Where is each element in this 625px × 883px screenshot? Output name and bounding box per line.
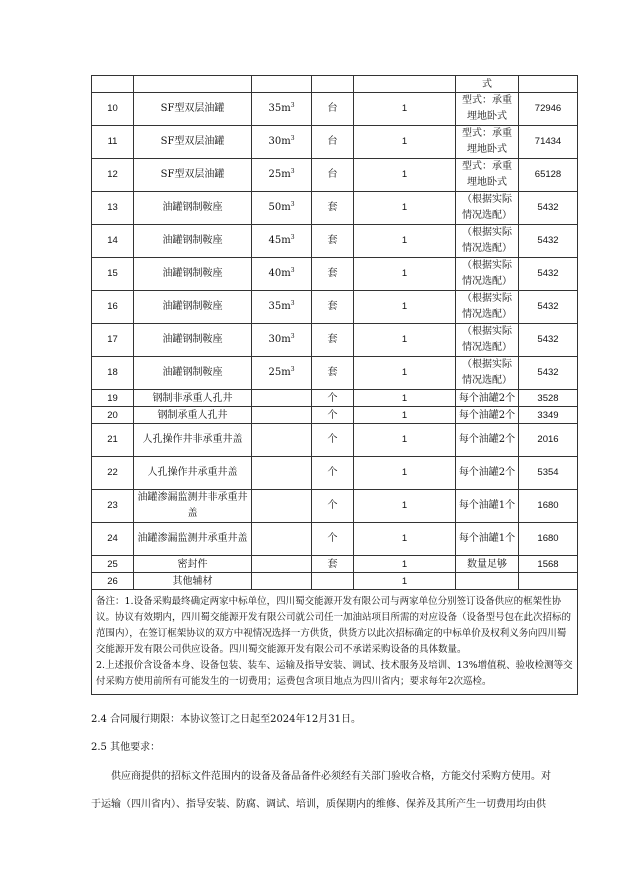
table-row <box>92 573 578 590</box>
spec-value: 40m <box>268 268 291 279</box>
note-cell <box>92 590 578 695</box>
unit-cell <box>312 573 354 590</box>
unit-cell: 个 <box>312 523 354 556</box>
spec-cell <box>252 126 312 159</box>
unit-cell: 个 <box>312 390 354 407</box>
spec-exponent: 3 <box>290 102 295 109</box>
quantity-cell: 1 <box>354 523 456 556</box>
table-row <box>92 324 578 357</box>
row-number: 17 <box>92 324 134 357</box>
row-number: 22 <box>92 457 134 490</box>
table-row <box>92 126 578 159</box>
item-name: 油罐渗漏监测井承重井盖 <box>134 523 252 556</box>
remark-cell: 式 <box>456 76 519 93</box>
unit-cell: 个 <box>312 407 354 424</box>
quantity-cell: 1 <box>354 324 456 357</box>
unit-cell: 套 <box>312 192 354 225</box>
spec-value: 25m <box>268 169 291 180</box>
spec-value: 35m <box>268 103 291 114</box>
remark-cell: 每个油罐2个 <box>456 390 519 407</box>
item-name: 人孔操作井非承重井盖 <box>134 424 252 457</box>
remark-cell: 每个油罐1个 <box>456 490 519 523</box>
item-name: 密封件 <box>134 556 252 573</box>
item-name: SF型双层油罐 <box>134 126 252 159</box>
spec-cell <box>252 424 312 457</box>
quantity-cell: 1 <box>354 192 456 225</box>
price-cell: 5432 <box>519 225 578 258</box>
item-name: 油罐钢制鞍座 <box>134 258 252 291</box>
price-cell: 3528 <box>519 390 578 407</box>
unit-cell: 台 <box>312 93 354 126</box>
spec-value: 30m <box>268 334 291 345</box>
row-number: 10 <box>92 93 134 126</box>
table-row <box>92 291 578 324</box>
quantity-cell: 1 <box>354 159 456 192</box>
equipment-table <box>91 75 578 695</box>
quantity-cell: 1 <box>354 573 456 590</box>
table-row <box>92 192 578 225</box>
item-name: 油罐钢制鞍座 <box>134 225 252 258</box>
table-row <box>92 357 578 390</box>
spec-exponent: 3 <box>290 300 295 307</box>
spec-value: 45m <box>268 235 291 246</box>
item-name: 油罐钢制鞍座 <box>134 192 252 225</box>
spec-cell <box>252 407 312 424</box>
row-number: 15 <box>92 258 134 291</box>
spec-exponent: 3 <box>290 135 295 142</box>
remark-cell: （根据实际情况选配） <box>456 357 519 390</box>
spec-exponent: 3 <box>290 168 295 175</box>
table-row <box>92 490 578 523</box>
quantity-cell: 1 <box>354 424 456 457</box>
remark-cell: 数量足够 <box>456 556 519 573</box>
unit-cell: 个 <box>312 457 354 490</box>
table-row <box>92 390 578 407</box>
spec-cell <box>252 573 312 590</box>
spec-cell <box>252 523 312 556</box>
row-number: 26 <box>92 573 134 590</box>
price-cell <box>519 573 578 590</box>
note-item-2: 2.上述报价含设备本身、设备包装、装车、运输及指导安装、调试、技术服务及培训、13%增值税、验收检测等交付采购方使用前所有可能发生的一切费用；运费包含项目地点为四川省内；要求每年2次巡检。 <box>96 660 573 687</box>
table-row <box>92 225 578 258</box>
spec-cell <box>252 225 312 258</box>
quantity-cell: 1 <box>354 390 456 407</box>
unit-cell: 套 <box>312 225 354 258</box>
spec-cell <box>252 457 312 490</box>
section-2-5: 2.5 其他要求： <box>91 742 161 753</box>
item-name: 钢制非承重人孔井 <box>134 390 252 407</box>
row-number: 13 <box>92 192 134 225</box>
spec-cell <box>252 192 312 225</box>
price-cell: 5432 <box>519 357 578 390</box>
spec-cell <box>252 556 312 573</box>
remark-cell <box>456 573 519 590</box>
row-number: 12 <box>92 159 134 192</box>
unit-cell: 个 <box>312 490 354 523</box>
quantity-cell: 1 <box>354 291 456 324</box>
quantity-cell: 1 <box>354 93 456 126</box>
item-name: 油罐渗漏监测井非承重井盖 <box>134 490 252 523</box>
unit-cell: 套 <box>312 357 354 390</box>
body-paragraph-line-1: 供应商提供的招标文件范围内的设备及备品备件必须经有关部门验收合格，方能交付采购方使用。对 <box>111 771 551 782</box>
row-number: 23 <box>92 490 134 523</box>
price-cell: 5432 <box>519 324 578 357</box>
remark-cell: 型式：承重埋地卧式 <box>456 93 519 126</box>
table-row <box>92 407 578 424</box>
unit-cell: 台 <box>312 159 354 192</box>
row-number: 19 <box>92 390 134 407</box>
quantity-cell: 1 <box>354 258 456 291</box>
spec-exponent: 3 <box>290 201 295 208</box>
remark-cell: （根据实际情况选配） <box>456 225 519 258</box>
price-cell: 72946 <box>519 93 578 126</box>
table-row <box>92 424 578 457</box>
price-cell: 5432 <box>519 258 578 291</box>
quantity-cell: 1 <box>354 490 456 523</box>
quantity-cell: 1 <box>354 225 456 258</box>
spec-cell <box>252 159 312 192</box>
item-name: 人孔操作井承重井盖 <box>134 457 252 490</box>
spec-exponent: 3 <box>290 333 295 340</box>
remark-cell: （根据实际情况选配） <box>456 192 519 225</box>
price-cell: 65128 <box>519 159 578 192</box>
row-number: 18 <box>92 357 134 390</box>
remark-cell: （根据实际情况选配） <box>456 291 519 324</box>
spec-value: 30m <box>268 136 291 147</box>
remark-cell: 型式：承重埋地卧式 <box>456 159 519 192</box>
price-cell: 1568 <box>519 556 578 573</box>
body-paragraph-line-2: 于运输（四川省内）、指导安装、防腐、调试、培训，质保期内的维修、保养及其所产生一切费用均由供 <box>91 799 546 810</box>
table-row <box>92 93 578 126</box>
item-name: 其他辅材 <box>134 573 252 590</box>
spec-cell <box>252 93 312 126</box>
price-cell: 5354 <box>519 457 578 490</box>
spec-cell <box>252 258 312 291</box>
unit-cell: 个 <box>312 424 354 457</box>
price-cell: 3349 <box>519 407 578 424</box>
row-number: 24 <box>92 523 134 556</box>
spec-cell <box>252 357 312 390</box>
remark-cell: 每个油罐2个 <box>456 457 519 490</box>
unit-cell: 套 <box>312 258 354 291</box>
remark-cell: 型式：承重埋地卧式 <box>456 126 519 159</box>
spec-value: 35m <box>268 301 291 312</box>
price-cell: 1680 <box>519 523 578 556</box>
item-name: SF型双层油罐 <box>134 159 252 192</box>
row-number: 25 <box>92 556 134 573</box>
spec-exponent: 3 <box>290 366 295 373</box>
remark-cell: 每个油罐1个 <box>456 523 519 556</box>
table-row <box>92 258 578 291</box>
item-name: 钢制承重人孔井 <box>134 407 252 424</box>
unit-cell: 套 <box>312 291 354 324</box>
unit-cell: 套 <box>312 324 354 357</box>
table-row <box>92 523 578 556</box>
quantity-cell: 1 <box>354 126 456 159</box>
unit-cell: 台 <box>312 126 354 159</box>
item-name: 油罐钢制鞍座 <box>134 357 252 390</box>
remark-cell: 每个油罐2个 <box>456 424 519 457</box>
spec-cell <box>252 490 312 523</box>
price-cell: 2016 <box>519 424 578 457</box>
table-row <box>92 457 578 490</box>
note-item-1: 备注：1.设备采购最终确定两家中标单位，四川蜀交能源开发有限公司与两家单位分别签订设备供应的框架性协议。协议有效期内，四川蜀交能源开发有限公司就公司任一加油站项目所需的对应设备（设备型号包在此次招标的范围内），在签订框架协议的双方中视情况选择一方供货，供货方以此次招标确定的中标单价及权利义务向四川蜀交能源开发有限公司供应设备。四川蜀交能源开发有限公司不承诺采购设备的具体数量。 <box>96 596 572 655</box>
remark-cell: 每个油罐2个 <box>456 407 519 424</box>
spec-cell <box>252 390 312 407</box>
price-cell: 1680 <box>519 490 578 523</box>
section-2-4: 2.4 合同履行期限：本协议签订之日起至2024年12月31日。 <box>91 714 361 725</box>
price-cell: 5432 <box>519 192 578 225</box>
spec-value: 25m <box>268 367 291 378</box>
row-number: 20 <box>92 407 134 424</box>
remark-cell: （根据实际情况选配） <box>456 258 519 291</box>
table-row <box>92 556 578 573</box>
price-cell: 71434 <box>519 126 578 159</box>
quantity-cell: 1 <box>354 407 456 424</box>
quantity-cell: 1 <box>354 457 456 490</box>
quantity-cell: 1 <box>354 357 456 390</box>
price-cell: 5432 <box>519 291 578 324</box>
spec-value: 50m <box>268 202 291 213</box>
row-number: 14 <box>92 225 134 258</box>
row-number: 16 <box>92 291 134 324</box>
row-number: 11 <box>92 126 134 159</box>
unit-cell: 套 <box>312 556 354 573</box>
remark-cell: （根据实际情况选配） <box>456 324 519 357</box>
item-name: 油罐钢制鞍座 <box>134 324 252 357</box>
quantity-cell: 1 <box>354 556 456 573</box>
note-row <box>92 590 578 695</box>
spec-exponent: 3 <box>290 267 295 274</box>
item-name: SF型双层油罐 <box>134 93 252 126</box>
spec-exponent: 3 <box>290 234 295 241</box>
spec-cell <box>252 291 312 324</box>
table-row-continued <box>92 76 578 93</box>
item-name: 油罐钢制鞍座 <box>134 291 252 324</box>
spec-cell <box>252 324 312 357</box>
row-number: 21 <box>92 424 134 457</box>
table-row <box>92 159 578 192</box>
